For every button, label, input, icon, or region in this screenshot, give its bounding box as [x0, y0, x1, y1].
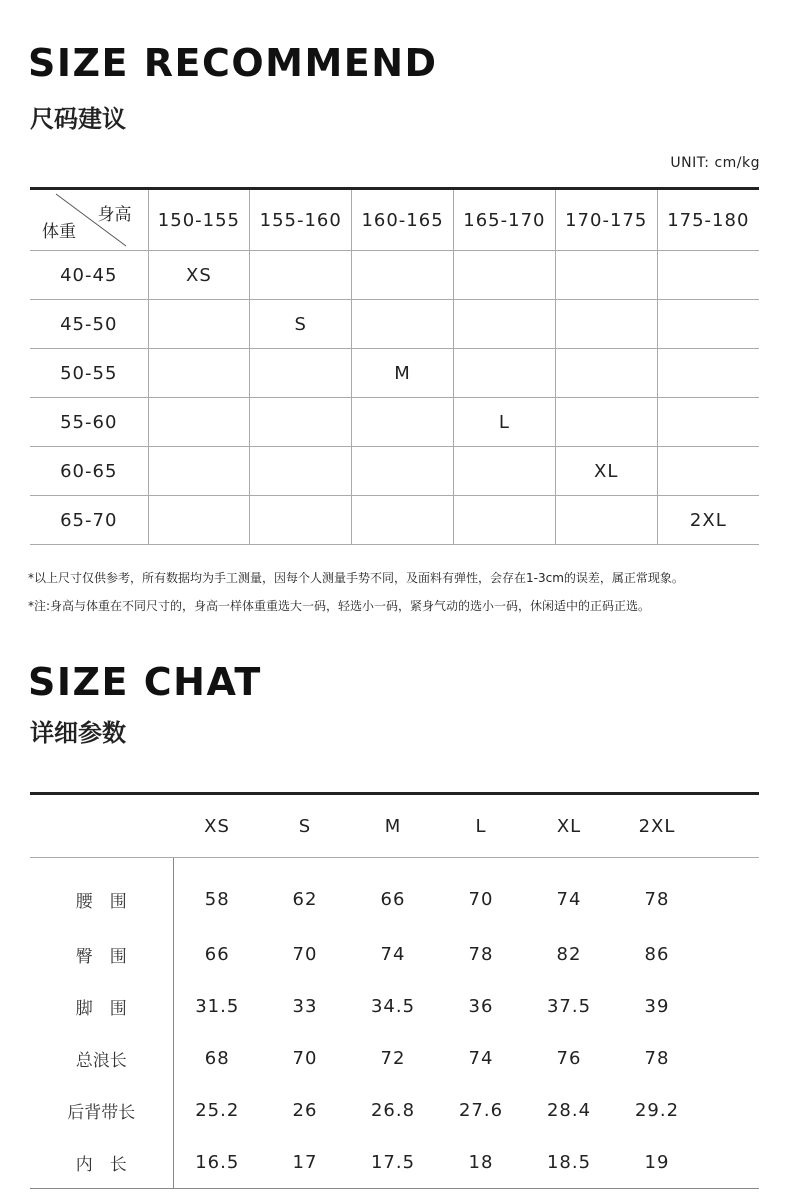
measure-value: 36 [468, 995, 494, 1017]
measure-value: 78 [644, 888, 670, 910]
measure-value: 34.5 [370, 995, 416, 1017]
table-row [30, 1032, 759, 1084]
size-cell [657, 349, 759, 398]
spacer-cell [701, 1136, 759, 1189]
empty-header [30, 794, 173, 858]
size-header: M [349, 794, 437, 858]
size-cell [555, 300, 657, 349]
size-cell [148, 447, 250, 496]
recommend-title: SIZE RECOMMEND [28, 41, 438, 85]
size-cell [148, 496, 250, 545]
size-header: XL [525, 794, 613, 858]
size-cell [148, 398, 250, 447]
measure-value: 82 [556, 943, 582, 965]
measure-value: 78 [468, 943, 494, 965]
weight-cell: 55-60 [30, 398, 148, 447]
measure-label: 后背带长 [30, 1084, 173, 1136]
size-cell [657, 398, 759, 447]
measure-value: 26.8 [370, 1099, 416, 1121]
height-header: 160-165 [352, 189, 454, 251]
table-row [30, 447, 759, 496]
size-cell [555, 398, 657, 447]
size-cell [453, 447, 555, 496]
size-cell [148, 300, 250, 349]
size-cell [555, 251, 657, 300]
size-cell [250, 496, 352, 545]
measure-value: 74 [468, 1047, 494, 1069]
table-row [30, 1084, 759, 1136]
measure-value: 29.2 [634, 1099, 680, 1121]
size-cell [352, 447, 454, 496]
measure-value: 68 [204, 1047, 230, 1069]
weight-cell: 65-70 [30, 496, 148, 545]
table-row [30, 858, 759, 929]
weight-cell: 60-65 [30, 447, 148, 496]
height-header: 170-175 [555, 189, 657, 251]
height-header: 175-180 [657, 189, 759, 251]
size-cell [352, 300, 454, 349]
height-header: 150-155 [148, 189, 250, 251]
table-row [30, 928, 759, 980]
table-row [30, 980, 759, 1032]
measure-value: 86 [644, 943, 670, 965]
measure-value: 70 [292, 943, 318, 965]
recommend-header-row [30, 189, 759, 251]
size-header: XS [173, 794, 261, 858]
size-cell: M [352, 349, 454, 398]
size-cell [352, 251, 454, 300]
measure-label: 内 长 [30, 1136, 173, 1189]
size-cell [250, 251, 352, 300]
measure-value: 39 [644, 995, 670, 1017]
table-row [30, 349, 759, 398]
size-cell [250, 447, 352, 496]
height-header: 155-160 [250, 189, 352, 251]
size-cell: XS [148, 251, 250, 300]
spacer-cell [701, 928, 759, 980]
weight-cell: 40-45 [30, 251, 148, 300]
weight-cell: 45-50 [30, 300, 148, 349]
chart-title: SIZE CHAT [28, 660, 262, 704]
note-measurement: *以上尺寸仅供参考，所有数据均为手工测量，因每个人测量手势不同，及面料有弹性，会存在1-3cm的误差，属正常现象。 [28, 571, 684, 585]
corner-cell [30, 189, 148, 251]
measure-value: 74 [556, 888, 582, 910]
size-chart-table [30, 792, 759, 1189]
size-cell [657, 300, 759, 349]
measure-value: 78 [644, 1047, 670, 1069]
size-recommend-table [30, 187, 759, 545]
measure-value: 25.2 [195, 1099, 240, 1121]
size-cell: S [250, 300, 352, 349]
size-cell: XL [555, 447, 657, 496]
spacer-cell [701, 1032, 759, 1084]
measure-label: 腰 围 [30, 858, 173, 929]
measure-value: 72 [380, 1047, 406, 1069]
size-header: L [437, 794, 525, 858]
measure-value: 70 [292, 1047, 318, 1069]
size-cell [352, 496, 454, 545]
measure-value: 66 [380, 888, 406, 910]
measure-value: 18 [468, 1151, 494, 1173]
measure-value: 62 [292, 888, 318, 910]
measure-value: 74 [380, 943, 406, 965]
corner-height-label: 身高 [97, 205, 132, 225]
measure-value: 19 [644, 1151, 670, 1173]
size-header: S [261, 794, 349, 858]
measure-value: 31.5 [195, 995, 240, 1017]
size-cell [453, 300, 555, 349]
size-cell [352, 398, 454, 447]
height-header: 165-170 [453, 189, 555, 251]
table-row [30, 251, 759, 300]
measure-value: 26 [292, 1099, 318, 1121]
table-row [30, 1136, 759, 1189]
size-cell [250, 349, 352, 398]
size-cell [657, 447, 759, 496]
note-selection: *注:身高与体重在不同尺寸的，身高一样体重重选大一码，轻选小一码，紧身气动的选小一码，休闲适中的正码正选。 [28, 599, 651, 613]
weight-cell: 50-55 [30, 349, 148, 398]
measure-value: 33 [292, 995, 318, 1017]
measure-value: 66 [204, 943, 230, 965]
table-row [30, 398, 759, 447]
measure-label: 总浪长 [30, 1032, 173, 1084]
size-cell: 2XL [657, 496, 759, 545]
size-header: 2XL [613, 794, 701, 858]
size-cell [250, 398, 352, 447]
chart-header-row [30, 794, 759, 858]
measure-value: 70 [468, 888, 494, 910]
spacer-cell [701, 980, 759, 1032]
size-cell [148, 349, 250, 398]
measure-value: 37.5 [546, 995, 592, 1017]
unit-label: UNIT: cm/kg [670, 155, 760, 171]
measure-value: 27.6 [458, 1099, 504, 1121]
size-cell [453, 251, 555, 300]
size-cell [453, 496, 555, 545]
measure-value: 17 [292, 1151, 318, 1173]
measure-label: 脚 围 [30, 980, 173, 1032]
size-cell [453, 349, 555, 398]
chart-subtitle: 详细参数 [30, 719, 126, 747]
measure-value: 18.5 [546, 1151, 592, 1173]
empty-header [701, 794, 759, 858]
spacer-cell [701, 1084, 759, 1136]
table-row [30, 496, 759, 545]
measure-value: 58 [204, 888, 230, 910]
measure-value: 28.4 [546, 1099, 592, 1121]
spacer-cell [701, 858, 759, 929]
measure-value: 17.5 [370, 1151, 416, 1173]
measure-value: 16.5 [195, 1151, 240, 1173]
size-cell [555, 496, 657, 545]
measure-value: 76 [556, 1047, 582, 1069]
corner-weight-label: 体重 [42, 222, 76, 242]
measure-label: 臀 围 [30, 928, 173, 980]
size-cell [657, 251, 759, 300]
size-cell: L [453, 398, 555, 447]
table-row [30, 300, 759, 349]
recommend-subtitle: 尺码建议 [30, 105, 126, 133]
size-cell [555, 349, 657, 398]
